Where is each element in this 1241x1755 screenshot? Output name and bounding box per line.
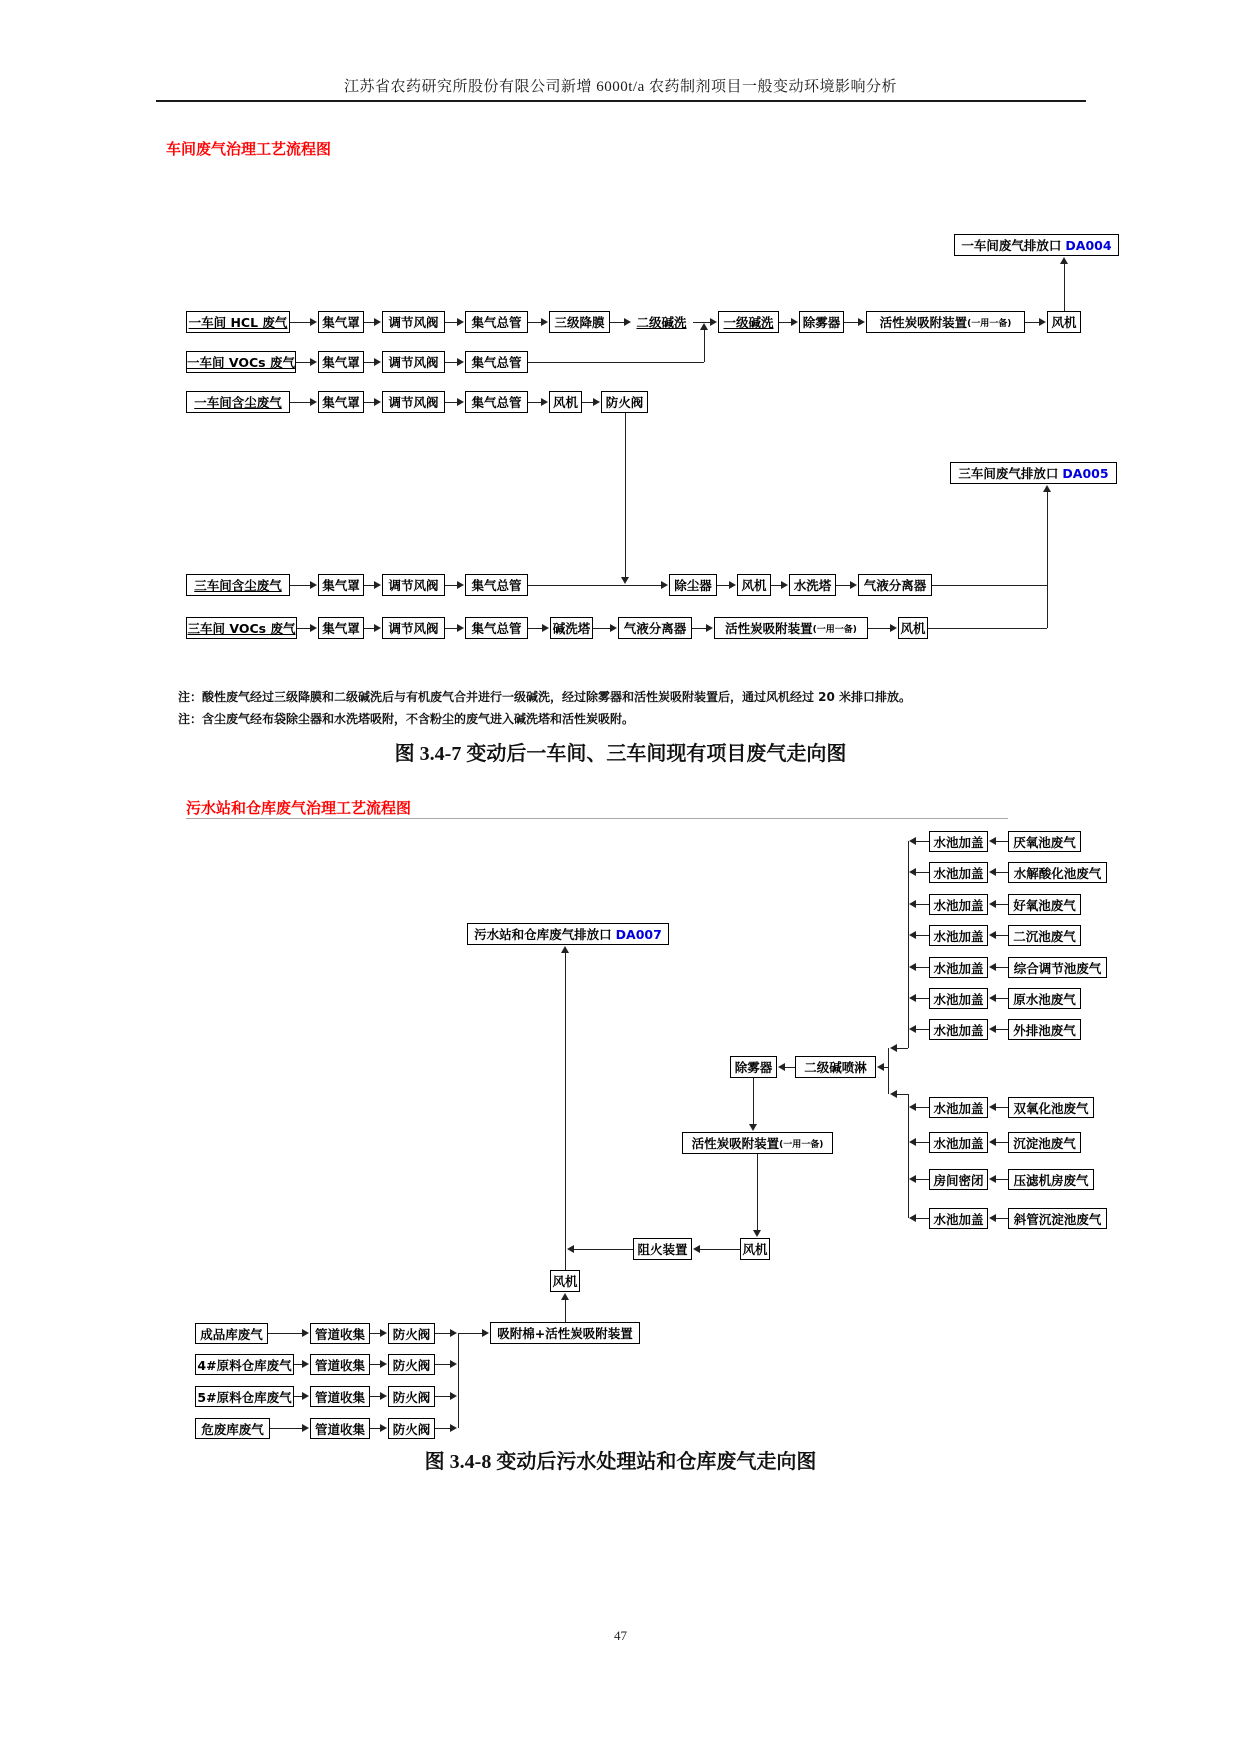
flow-line	[996, 1179, 1008, 1180]
arrowhead	[890, 1044, 897, 1052]
flow-line	[458, 1333, 459, 1428]
arrowhead	[567, 1245, 574, 1253]
flow-line	[916, 935, 929, 936]
inclined-tube-pool-gas: 斜管沉淀池废气	[1008, 1208, 1107, 1229]
peroxide-pool-gas: 双氧化池废气	[1008, 1097, 1094, 1118]
section1-title: 车间废气治理工艺流程图	[166, 140, 332, 158]
raw-warehouse4-gas: 4#原料仓库废气	[195, 1354, 294, 1375]
dust-collector: 除尘器	[669, 574, 717, 596]
arrowhead	[989, 963, 996, 971]
arrowhead	[621, 577, 629, 584]
flow-line	[928, 628, 1047, 629]
flow-line	[435, 1428, 450, 1429]
flow-line	[908, 1094, 909, 1218]
arrowhead	[374, 624, 381, 632]
arrowhead	[310, 358, 317, 366]
flow-line	[528, 585, 661, 586]
fan: 风机	[549, 391, 582, 413]
arrowhead	[457, 398, 464, 406]
arrowhead	[700, 323, 708, 330]
arrowhead	[909, 837, 916, 845]
fan: 风机	[898, 617, 928, 639]
carbon-adsorber: 活性炭吸附装置 (一用一备)	[682, 1132, 833, 1154]
arrowhead	[374, 398, 381, 406]
flow-line	[996, 904, 1008, 905]
arrowhead	[457, 318, 464, 326]
arrowhead	[909, 868, 916, 876]
flow-line	[565, 953, 566, 1270]
fire-damper: 防火阀	[388, 1323, 435, 1344]
pool-cover: 水池加盖	[929, 831, 988, 852]
arrowhead	[450, 1360, 457, 1368]
note-line-1: 注：酸性废气经过三级降膜和二级碱洗后与有机废气合并进行一级碱洗，经过除雾器和活性炭吸附装置后，通过风机经过 20 米排口排放。	[178, 690, 912, 704]
flame-arrester: 阻火装置	[633, 1238, 692, 1260]
flow-line	[1064, 264, 1065, 311]
flow-line	[996, 1029, 1008, 1030]
flow-line	[771, 585, 781, 586]
flow-line	[593, 628, 610, 629]
pool-cover: 水池加盖	[929, 1097, 988, 1118]
arrowhead	[989, 900, 996, 908]
flow-line	[270, 1428, 302, 1429]
arrowhead	[302, 1329, 309, 1337]
flow-line	[916, 998, 929, 999]
flow-line	[625, 413, 626, 577]
arrowhead	[374, 581, 381, 589]
pipe-collection: 管道收集	[310, 1323, 370, 1344]
flow-line	[908, 841, 909, 1048]
arrowhead	[302, 1360, 309, 1368]
flow-line	[757, 1154, 758, 1230]
flow-line	[565, 1300, 566, 1322]
flow-line	[916, 967, 929, 968]
arrowhead	[380, 1392, 387, 1400]
arrowhead	[989, 1214, 996, 1222]
arrowhead	[989, 994, 996, 1002]
regulating-pool-gas: 综合调节池废气	[1008, 957, 1107, 978]
fan: 风机	[550, 1270, 580, 1292]
arrowhead	[706, 624, 713, 632]
flow-line	[458, 1333, 482, 1334]
arrowhead	[624, 318, 631, 326]
three-stage-film: 三级降膜	[549, 311, 610, 333]
flow-line	[704, 330, 705, 362]
flow-line	[370, 1396, 380, 1397]
arrowhead	[380, 1360, 387, 1368]
arrowhead	[890, 624, 897, 632]
flow-line	[916, 904, 929, 905]
raw-water-pool-gas: 原水池废气	[1008, 988, 1081, 1009]
flow-line	[692, 628, 706, 629]
arrowhead	[909, 1025, 916, 1033]
adjust-damper: 调节风阀	[382, 617, 445, 639]
pipe-collection: 管道收集	[310, 1386, 370, 1407]
flow-line	[700, 1249, 740, 1250]
arrowhead	[374, 358, 381, 366]
arrowhead	[753, 1230, 761, 1237]
flow-line	[717, 585, 729, 586]
flow-line	[932, 585, 1047, 586]
outfall-da007: 污水站和仓库废气排放口 DA007	[467, 923, 669, 945]
alkali-wash-1: 一级碱洗	[718, 311, 779, 333]
flow-line	[364, 585, 374, 586]
arrowhead	[989, 1103, 996, 1111]
pool-cover: 水池加盖	[929, 1132, 988, 1153]
flow-line	[785, 1067, 795, 1068]
fan: 风机	[737, 574, 771, 596]
adjust-damper: 调节风阀	[382, 574, 445, 596]
arrowhead	[457, 581, 464, 589]
carbon-adsorber: 活性炭吸附装置 (一用一备)	[714, 617, 868, 639]
workshop3-vocs-gas: 三车间 VOCs 废气	[186, 617, 297, 639]
arrowhead	[561, 946, 569, 953]
arrowhead	[450, 1392, 457, 1400]
gas-manifold: 集气总管	[465, 351, 528, 373]
flow-line	[868, 628, 890, 629]
flow-line	[836, 585, 850, 586]
arrowhead	[450, 1329, 457, 1337]
flow-line	[996, 1218, 1008, 1219]
arrowhead	[1043, 485, 1051, 492]
pool-cover: 水池加盖	[929, 1208, 988, 1229]
arrowhead	[909, 1103, 916, 1111]
arrowhead	[457, 358, 464, 366]
arrowhead	[909, 963, 916, 971]
flow-line	[370, 1364, 380, 1365]
outfall-da005: 三车间废气排放口 DA005	[950, 462, 1117, 484]
flow-line	[916, 1029, 929, 1030]
arrowhead	[593, 398, 600, 406]
flow-line	[844, 322, 858, 323]
arrowhead	[989, 1138, 996, 1146]
flow-line	[888, 1048, 889, 1094]
flow-line	[884, 1067, 888, 1068]
flow-line	[290, 585, 310, 586]
gas-liquid-separator: 气液分离器	[618, 617, 692, 639]
fire-damper: 防火阀	[388, 1418, 435, 1439]
raw-warehouse5-gas: 5#原料仓库废气	[195, 1386, 294, 1407]
flow-line	[364, 362, 374, 363]
flow-line	[294, 1396, 302, 1397]
flow-line	[445, 585, 457, 586]
arrowhead	[661, 581, 668, 589]
arrowhead	[310, 581, 317, 589]
arrowhead	[561, 1293, 569, 1300]
arrowhead	[877, 1063, 884, 1071]
diagram1-notes	[178, 686, 1138, 730]
gas-hood: 集气罩	[318, 351, 364, 373]
arrowhead	[457, 624, 464, 632]
arrowhead	[710, 318, 717, 326]
arrowhead	[1060, 257, 1068, 264]
flow-line	[370, 1333, 380, 1334]
flow-line	[297, 628, 310, 629]
flow-line	[528, 362, 704, 363]
arrowhead	[302, 1424, 309, 1432]
hazwaste-warehouse-gas: 危废库废气	[195, 1418, 270, 1439]
arrowhead	[909, 931, 916, 939]
arrowhead	[989, 868, 996, 876]
flow-line	[445, 322, 457, 323]
flow-line	[290, 322, 310, 323]
arrowhead	[310, 398, 317, 406]
arrowhead	[541, 398, 548, 406]
flow-line	[916, 1142, 929, 1143]
filter-press-room-gas: 压滤机房废气	[1008, 1169, 1094, 1190]
flow-line	[610, 322, 624, 323]
flow-line	[364, 322, 374, 323]
adjust-damper: 调节风阀	[382, 351, 445, 373]
adjust-damper: 调节风阀	[382, 391, 445, 413]
section2-rule	[186, 818, 1008, 819]
sedimentation-pool-gas: 沉淀池废气	[1008, 1132, 1081, 1153]
arrowhead	[482, 1329, 489, 1337]
arrowhead	[749, 1124, 757, 1131]
gas-hood: 集气罩	[318, 391, 364, 413]
workshop3-dust-gas: 三车间含尘废气	[186, 574, 290, 596]
gas-hood: 集气罩	[318, 311, 364, 333]
pipe-collection: 管道收集	[310, 1418, 370, 1439]
flow-line	[996, 1107, 1008, 1108]
workshop1-dust-gas: 一车间含尘废气	[186, 391, 290, 413]
flow-line	[528, 402, 541, 403]
arrowhead	[989, 837, 996, 845]
workshop1-vocs-gas: 一车间 VOCs 废气	[186, 351, 296, 373]
flow-line	[1025, 322, 1039, 323]
flow-line	[996, 841, 1008, 842]
flow-line	[996, 967, 1008, 968]
alkali-wash-tower: 碱洗塔	[550, 617, 593, 639]
flow-line	[582, 402, 593, 403]
arrowhead	[541, 318, 548, 326]
arrowhead	[380, 1329, 387, 1337]
arrowhead	[310, 318, 317, 326]
pipe-collection: 管道收集	[310, 1354, 370, 1375]
aerobic-pool-gas: 好氧池废气	[1008, 894, 1081, 915]
arrowhead	[380, 1424, 387, 1432]
flow-line	[897, 1094, 908, 1095]
flow-line	[753, 1078, 754, 1124]
arrowhead	[989, 1025, 996, 1033]
pool-cover: 水池加盖	[929, 957, 988, 978]
figure-3-4-8-caption: 图 3.4-8 变动后污水处理站和仓库废气走向图	[424, 1451, 817, 1473]
arrowhead	[909, 1175, 916, 1183]
flow-line	[996, 1142, 1008, 1143]
flow-line	[916, 841, 929, 842]
arrowhead	[542, 624, 549, 632]
alkali-wash-2: 二级碱洗	[636, 315, 687, 330]
pool-cover: 水池加盖	[929, 925, 988, 946]
arrowhead	[909, 994, 916, 1002]
flow-line	[996, 935, 1008, 936]
arrowhead	[989, 1175, 996, 1183]
flow-line	[294, 1364, 302, 1365]
flow-line	[445, 362, 457, 363]
gas-manifold: 集气总管	[465, 391, 528, 413]
flow-line	[445, 402, 457, 403]
flow-line	[996, 998, 1008, 999]
arrowhead	[909, 1214, 916, 1222]
flow-line	[296, 362, 310, 363]
flow-line	[435, 1396, 450, 1397]
arrowhead	[310, 624, 317, 632]
adjust-damper: 调节风阀	[382, 311, 445, 333]
fire-damper: 防火阀	[388, 1354, 435, 1375]
flow-line	[574, 1249, 633, 1250]
arrowhead	[781, 581, 788, 589]
flow-line	[916, 1107, 929, 1108]
gas-manifold: 集气总管	[465, 311, 528, 333]
pool-cover: 水池加盖	[929, 862, 988, 883]
page-number: 47	[614, 1628, 627, 1643]
page-header-title: 江苏省农药研究所股份有限公司新增 6000t/a 农药制剂项目一般变动环境影响分析	[344, 79, 897, 95]
gas-hood: 集气罩	[318, 574, 364, 596]
flow-line	[996, 872, 1008, 873]
pool-cover: 水池加盖	[929, 1019, 988, 1040]
arrowhead	[302, 1392, 309, 1400]
fire-damper: 防火阀	[601, 391, 648, 413]
header-rule	[156, 100, 1086, 102]
outlet-pool-gas: 外排池废气	[1008, 1019, 1081, 1040]
flow-line	[435, 1364, 450, 1365]
flow-line	[435, 1333, 450, 1334]
outfall-da004: 一车间废气排放口 DA004	[954, 234, 1119, 256]
arrowhead	[729, 581, 736, 589]
note-line-2: 注：含尘废气经布袋除尘器和水洗塔吸附，不含粉尘的废气进入碱洗塔和活性炭吸附。	[178, 712, 635, 726]
fan: 风机	[1047, 311, 1081, 333]
fire-damper: 防火阀	[388, 1386, 435, 1407]
arrowhead	[610, 624, 617, 632]
arrowhead	[909, 900, 916, 908]
anaerobic-pool-gas: 厌氧池废气	[1008, 831, 1081, 852]
arrowhead	[791, 318, 798, 326]
flow-line	[916, 872, 929, 873]
flow-line	[897, 1048, 908, 1049]
section2-title: 污水站和仓库废气治理工艺流程图	[186, 799, 412, 817]
flow-line	[364, 628, 374, 629]
flow-line	[268, 1333, 302, 1334]
pool-cover: 水池加盖	[929, 894, 988, 915]
arrowhead	[909, 1138, 916, 1146]
demister: 除雾器	[799, 311, 844, 333]
figure-3-4-7-caption: 图 3.4-7 变动后一车间、三车间现有项目废气走向图	[394, 743, 847, 765]
gas-manifold: 集气总管	[465, 574, 528, 596]
water-wash-tower: 水洗塔	[789, 574, 836, 596]
flow-line	[916, 1218, 929, 1219]
pool-cover: 水池加盖	[929, 988, 988, 1009]
flow-line	[364, 402, 374, 403]
flow-line	[370, 1428, 380, 1429]
two-stage-alkali-spray: 二级碱喷淋	[795, 1056, 876, 1078]
arrowhead	[858, 318, 865, 326]
workshop1-hcl-gas: 一车间 HCL 废气	[186, 311, 290, 333]
secondary-sed-pool-gas: 二沉池废气	[1008, 925, 1081, 946]
flow-line	[445, 628, 457, 629]
arrowhead	[693, 1245, 700, 1253]
flow-line	[1047, 492, 1048, 628]
arrowhead	[989, 931, 996, 939]
gas-hood: 集气罩	[318, 617, 364, 639]
gas-liquid-separator: 气液分离器	[858, 574, 932, 596]
cotton-carbon-adsorber: 吸附棉+活性炭吸附装置	[490, 1322, 640, 1344]
gas-manifold: 集气总管	[465, 617, 528, 639]
flow-line	[693, 322, 710, 323]
demister: 除雾器	[730, 1056, 777, 1078]
arrowhead	[850, 581, 857, 589]
room-sealed: 房间密闭	[929, 1169, 988, 1190]
arrowhead	[1039, 318, 1046, 326]
flow-line	[779, 322, 791, 323]
flow-line	[528, 628, 542, 629]
carbon-adsorber: 活性炭吸附装置 (一用一备)	[866, 311, 1025, 333]
arrowhead	[450, 1424, 457, 1432]
arrowhead	[778, 1063, 785, 1071]
flow-line	[916, 1179, 929, 1180]
flow-line	[528, 322, 541, 323]
product-warehouse-gas: 成品库废气	[195, 1323, 268, 1344]
hydrolysis-pool-gas: 水解酸化池废气	[1008, 862, 1107, 883]
arrowhead	[374, 318, 381, 326]
fan: 风机	[740, 1238, 770, 1260]
arrowhead	[890, 1090, 897, 1098]
flow-line	[290, 402, 310, 403]
